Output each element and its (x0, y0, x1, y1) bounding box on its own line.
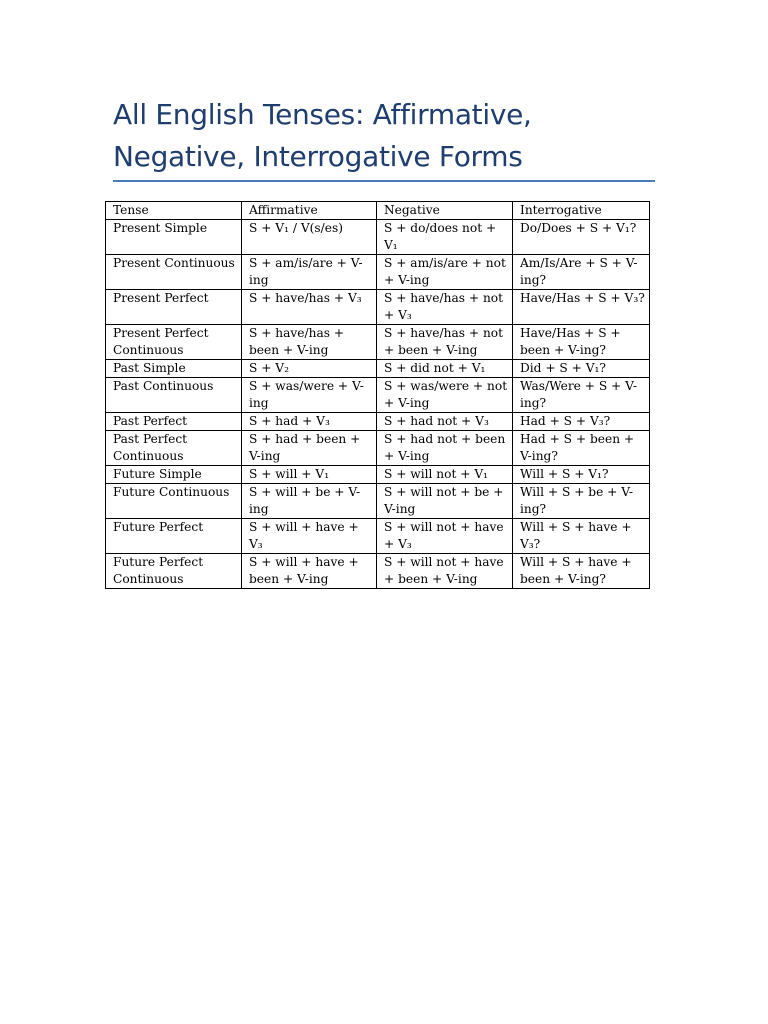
table-row (106, 519, 650, 554)
tense-cell: Past Continuous (106, 378, 242, 413)
table-row (106, 325, 650, 360)
affirmative-cell: S + have/has + V₃ (242, 290, 377, 325)
table-row (106, 220, 650, 255)
tense-cell: Future Perfect (106, 519, 242, 554)
affirmative-cell: S + had + V₃ (242, 413, 377, 431)
interrogative-cell: Will + S + be + V-ing? (513, 484, 650, 519)
table-row (106, 431, 650, 466)
affirmative-cell: S + was/were + V-ing (242, 378, 377, 413)
tense-cell: Past Perfect Continuous (106, 431, 242, 466)
affirmative-cell: S + will + have + V₃ (242, 519, 377, 554)
negative-cell: S + am/is/are + not + V-ing (377, 255, 513, 290)
negative-cell: S + have/has + not + V₃ (377, 290, 513, 325)
interrogative-cell: Was/Were + S + V-ing? (513, 378, 650, 413)
negative-cell: S + do/does not + V₁ (377, 220, 513, 255)
negative-cell: S + did not + V₁ (377, 360, 513, 378)
header-cell-affirmative: Affirmative (242, 202, 377, 220)
negative-cell: S + will not + be + V-ing (377, 484, 513, 519)
affirmative-cell: S + am/is/are + V-ing (242, 255, 377, 290)
page-title (113, 94, 658, 178)
table-row (106, 290, 650, 325)
interrogative-cell: Had + S + been + V-ing? (513, 431, 650, 466)
tense-cell: Future Perfect Continuous (106, 554, 242, 589)
tense-cell: Present Continuous (106, 255, 242, 290)
table-row (106, 255, 650, 290)
affirmative-cell: S + had + been + V-ing (242, 431, 377, 466)
tense-cell: Past Perfect (106, 413, 242, 431)
table-row (106, 554, 650, 589)
negative-cell: S + had not + V₃ (377, 413, 513, 431)
negative-cell: S + will not + V₁ (377, 466, 513, 484)
table-row (106, 466, 650, 484)
page-title-line-1: All English Tenses: Affirmative, (113, 98, 532, 131)
header-cell-interrogative: Interrogative (513, 202, 650, 220)
interrogative-cell: Will + S + have + been + V-ing? (513, 554, 650, 589)
interrogative-cell: Had + S + V₃? (513, 413, 650, 431)
tense-cell: Past Simple (106, 360, 242, 378)
affirmative-cell: S + V₁ / V(s/es) (242, 220, 377, 255)
tenses-table (105, 201, 650, 589)
negative-cell: S + will not + have + been + V-ing (377, 554, 513, 589)
page-title-line-2: Negative, Interrogative Forms (113, 140, 523, 173)
interrogative-cell: Have/Has + S + been + V-ing? (513, 325, 650, 360)
table-row (106, 484, 650, 519)
table-row (106, 360, 650, 378)
affirmative-cell: S + will + V₁ (242, 466, 377, 484)
header-cell-tense: Tense (106, 202, 242, 220)
negative-cell: S + will not + have + V₃ (377, 519, 513, 554)
title-underline-divider (113, 180, 655, 182)
interrogative-cell: Did + S + V₁? (513, 360, 650, 378)
interrogative-cell: Am/Is/Are + S + V-ing? (513, 255, 650, 290)
tense-cell: Future Continuous (106, 484, 242, 519)
affirmative-cell: S + V₂ (242, 360, 377, 378)
interrogative-cell: Will + S + have + V₃? (513, 519, 650, 554)
tense-cell: Future Simple (106, 466, 242, 484)
interrogative-cell: Will + S + V₁? (513, 466, 650, 484)
tense-cell: Present Simple (106, 220, 242, 255)
negative-cell: S + had not + been + V-ing (377, 431, 513, 466)
affirmative-cell: S + have/has + been + V-ing (242, 325, 377, 360)
negative-cell: S + was/were + not + V-ing (377, 378, 513, 413)
affirmative-cell: S + will + be + V-ing (242, 484, 377, 519)
interrogative-cell: Do/Does + S + V₁? (513, 220, 650, 255)
table-row (106, 378, 650, 413)
table-header-row (106, 202, 650, 220)
table-row (106, 413, 650, 431)
interrogative-cell: Have/Has + S + V₃? (513, 290, 650, 325)
affirmative-cell: S + will + have + been + V-ing (242, 554, 377, 589)
tense-cell: Present Perfect Continuous (106, 325, 242, 360)
negative-cell: S + have/has + not + been + V-ing (377, 325, 513, 360)
header-cell-negative: Negative (377, 202, 513, 220)
tense-cell: Present Perfect (106, 290, 242, 325)
